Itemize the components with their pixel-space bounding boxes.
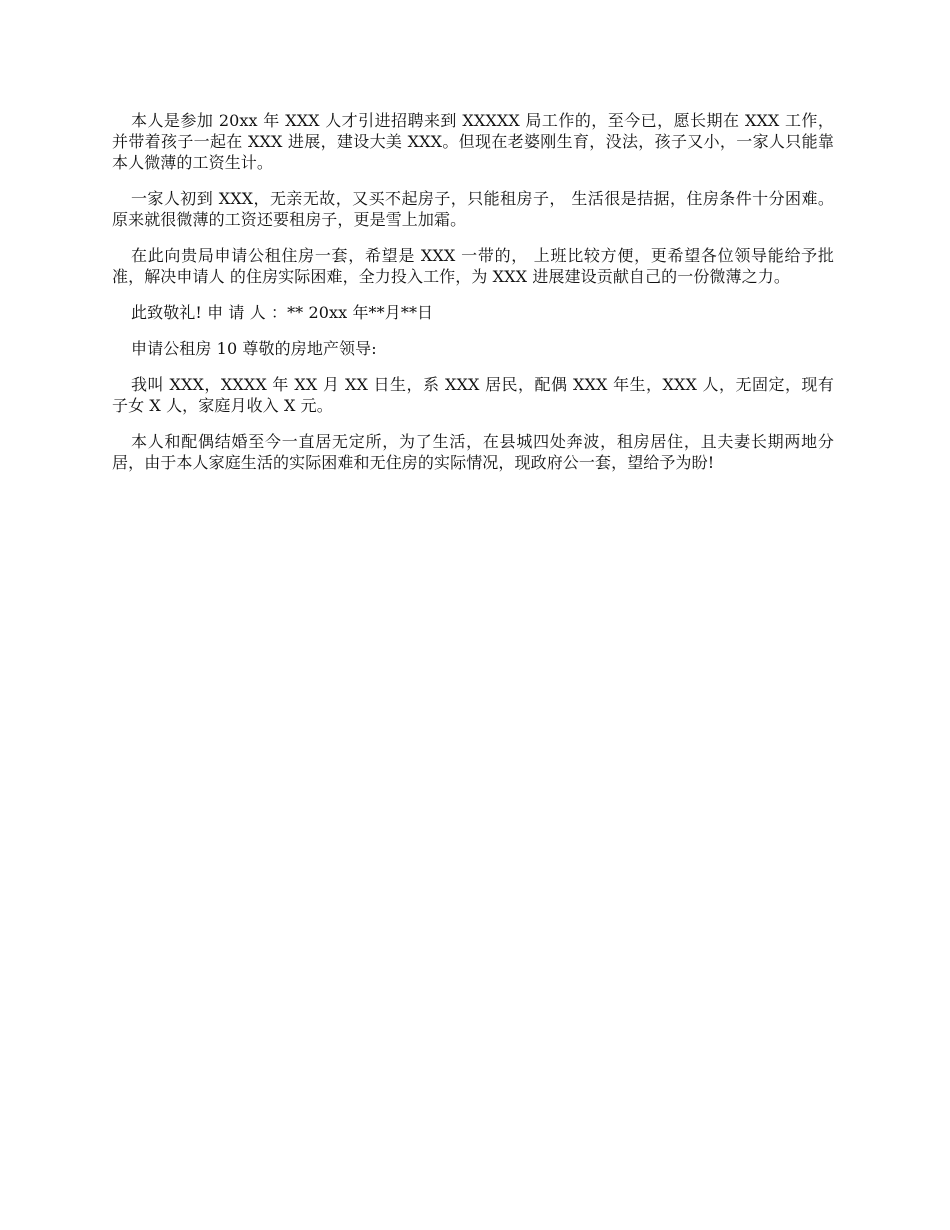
paragraph-7: 本人和配偶结婚至今一直居无定所，为了生活，在县城四处奔波，租房居住，且夫妻长期两地分居，由于本人家庭生活的实际困难和无住房的实际情况，现政府公一套，望给予为盼! — [112, 432, 834, 472]
paragraph-3: 在此向贵局申请公租住房一套，希望是 XXX 一带的， 上班比较方便，更希望各位领导能给予批准，解决申请人 的住房实际困难，全力投入工作，为 XXX 进展建设贡献自己的一份微薄之力。 — [112, 246, 834, 286]
paragraph-2: 一家人初到 XXX，无亲无故，又买不起房子，只能租房子， 生活很是拮据，住房条件十分困难。原来就很微薄的工资还要租房子，更是雪上加霜。 — [112, 189, 834, 229]
paragraph-5-salutation: 申请公租房 10 尊敬的房地产领导: — [131, 339, 377, 358]
paragraph-4-closing: 此致敬礼! 申 请 人 ：** 20xx 年**月**日 — [131, 303, 434, 322]
paragraph-1: 本人是参加 20xx 年 XXX 人才引进招聘来到 XXXXX 局工作的，至今已，愿长期在 XXX 工作，并带着孩子一起在 XXX 进展，建设大美 XXX。但现在老婆刚生育，没法，孩子又小，一家人只能靠本人微薄的工资生计。 — [112, 111, 834, 172]
document-body — [112, 110, 834, 488]
paragraph-6: 我叫 XXX，XXXX 年 XX 月 XX 日生，系 XXX 居民，配偶 XXX 年生，XXX 人，无固定，现有子女 X 人，家庭月收入 X 元。 — [112, 375, 834, 415]
